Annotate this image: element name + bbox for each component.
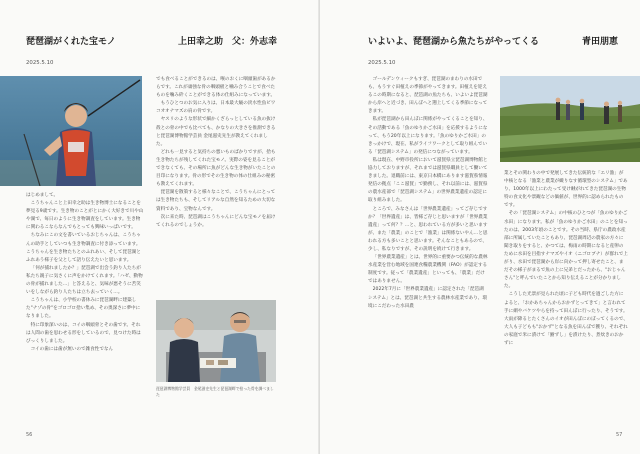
right-text-column-2	[504, 170, 628, 424]
paragraph: もうひとつのお気に入りは、日本最大級の淡水性魚ビワコオオナマズの肩の骨です。	[156, 101, 276, 115]
paragraph: ヤスリのような形状で細かくざらっとしている魚の抜け殻との骨の中でも比べても、かなりの大きさを推測できると琵琶湖博物館学芸員 金尾滋史先生が教えてくれました。	[156, 117, 276, 147]
right-text-column-1	[368, 76, 488, 424]
right-article-title: いよいよ、琵琶湖から魚たちがやってくる	[368, 37, 540, 47]
left-article-date: 2025.5.10	[26, 60, 54, 66]
paragraph: 次に来た時、琵琶湖はこうちゃんにどんな宝モノを届けてくれるのでしょうか。	[156, 214, 276, 228]
left-article-title: 琵琶湖がくれた宝モノ	[26, 37, 116, 47]
rice-field-photo	[500, 76, 640, 162]
paragraph: ちなみにこの文を書いているおじちゃんは、こうちゃんの助手としていつも生き物調査に付き添っています。こうちゃんを生き物たちとのふれあい、そして琵琶湖とふれあう様子を父として語り伝えたいと思います。	[26, 233, 141, 263]
left-text-column-1	[26, 192, 144, 424]
photo-caption: 琵琶湖博物館学芸員 金尾滋史先生と琵琶湖畔で拾った骨を調べました	[156, 386, 274, 397]
paragraph: どれも一見すると気持ちの悪いものばかりですが、拾も生き物たちが残してくれた宝モノ。実際の姿を見ることができなくても、その場所に魚がどんな生き物がいたことの目印になります。骨の形でその生き物の体の仕組みの秘密も教えてくれます。	[156, 149, 276, 188]
paragraph: こうちゃんこと上田幸之助は生き物博士になることを夢見る9歳です。生き物のことがとにかく大好きで川や山や湖で、毎日のように生き物調査をしています。生き物に関わるこならなんでもとっても興味いっぱいです。	[26, 201, 144, 231]
paragraph: 「世界農業遺産」とは、世界的に重要かつ伝統的な農林水産業を営む地域を国連食糧農業機関（FAO）が認定する制度です。従って「農業遺産」といっても、「農業」だけではありません。	[368, 255, 488, 285]
paragraph: 特に印象深いのは、コイの咽頭骨とその歯です。それは人間の歯を思わせる形をしているので、見つけた時はびっくりしました。	[26, 322, 141, 344]
paragraph: コイの歯には歯が無いので雑食性でなん	[30, 346, 114, 352]
paragraph: その「琵琶湖システム」の中核のひとつが「魚のゆりかご水田」になります。私が「魚のゆりかご水田」のことを知ったのは、2003年頃のことです。その当時、県庁の農政水産部に所属していたこともあり、琵琶湖周辺の農家の方々に聞き取りをすると、かつては、梅雨の時期になると産卵のために水田を目指すナマズやイオ（ニゴロブナ）が群れで上がり、水田で琵琶湖から岸に向かって押し寄せたこと、まだその様子がまるで魚の上に兄弟とだったから、"おじゃんさん"と呼んでいたことから知り伝えることが分かりました。	[504, 211, 628, 290]
left-text-column-2	[156, 76, 276, 294]
paragraph: 業とその関わりの中で発展してきた伝統的な「エリ漁」が中核となる「漁業と農業が織りなす循環型のシステム」であり、1000年以上にわたって受け継がれてきた琵琶湖の生物特の食文化や景観などの価値が、世界的に認められたものです。	[504, 171, 628, 209]
paragraph: ところで、みなさんは「世界農業遺産」ってご存じですか？「世界遺産」は、皆様ご存じと思いますが「世界農業遺産」って何？？…と、思われている方が多いと思いますが、また「農業」のことで「漁業」は関係ないやん…と思われる方も多いことと思います。そんなこともあるので、少し、私なりですが、その説明を続けて行きます。	[368, 206, 488, 252]
paragraph: 2022年7月に「世界農業遺産」に認定された「琵琶湖システム」とは、琵琶湖と共生する農林水産業であり、環境にこだわった水田農	[368, 287, 487, 309]
paragraph: 私は現在、中野市役所において滋賀県立琵琶湖博物館と協力しておりますが、それまでは滋賀県職員として働いてきました。退職前には、東京日本橋にあります滋賀県情報発信の拠点「ここ滋賀」で勤務し、それ以前には、滋賀県の農水産部で「琵琶湖システム」の世界農業遺産の認定に取り組みました。	[368, 157, 488, 204]
right-article-author: 青田朋恵	[582, 37, 619, 47]
right-page-number: 57	[616, 432, 623, 438]
paragraph: こうした光景が見られた頃に子ども時代を過ごした方によると、「おかあちゃんからおかずとってきて」と言われて手に網やバケツやらを持って田んぼに行ったり、そうです。大雨が降るとたくさんのイオが田んぼにのぼってくるので、大人も子どもも"おかず"となる魚を田んぼで獲り、それぞれの家庭で米に漬けて「鮒ずし」を漬けたり、煮炊きのおかずに	[504, 292, 628, 346]
paragraph: 琵琶湖を散策すると様々なことで、こうちゃんにとっては生き物たちも、そしてリアルな自然を知るための大切な資料であり、宝物なんです。	[156, 190, 276, 212]
paragraph: こうちゃんは、小学校の書休みに琵琶湖畔に建築した"ナゾの骨"をゴロゴロ拾い集め、その奥深さに夢中になりました。	[26, 298, 141, 320]
right-article-date: 2025.5.10	[368, 60, 396, 66]
paragraph: でも食べることができるのは、喉のおくに咽頭歯があるからです。これが頑強な骨の咽頭板と噛み合うことで食べたものを噛み砕くことができる体の仕組みになっています。	[156, 77, 276, 99]
right-page	[320, 0, 640, 454]
left-article-author: 上田幸之助 父：外志幸	[178, 37, 278, 47]
paragraph: 「何が捕れましたか？」琵琶湖で出会う釣り人たちが私たち親子に気さくに声をかけてくれます。「ハゼ、動物の骨が捕れました…」と答えると、気味が悪そうに苦笑いをしながら釣り人たちは立ち去っていく…。	[26, 265, 143, 296]
boy-fishing-photo	[0, 76, 142, 186]
paragraph: ゴールデンウィークもすぎ、琵琶湖のまわりの水田でも、もうすぐ田植えの季節がやってきます。田植えを迎えるこの時期になると、琵琶湖の魚たちも、いよいよ琵琶湖から岸へと近づき、田んぼへと遡上してくる季節になってきます。	[368, 77, 488, 115]
museum-curator-photo	[156, 300, 276, 382]
paragraph: 私が琵琶湖から田んぼに関係がやってくることを知り、その活動である「魚のゆりかご水田」を応援するようになって、もう20年以上になります。「魚のゆりかご水田」のきっかけで、現在、私がライフワークとして取り組んでいる「琵琶湖システム」の発信につながっています。	[368, 117, 488, 155]
left-page-number: 56	[26, 432, 33, 438]
paragraph: はじめまして。	[26, 193, 59, 198]
